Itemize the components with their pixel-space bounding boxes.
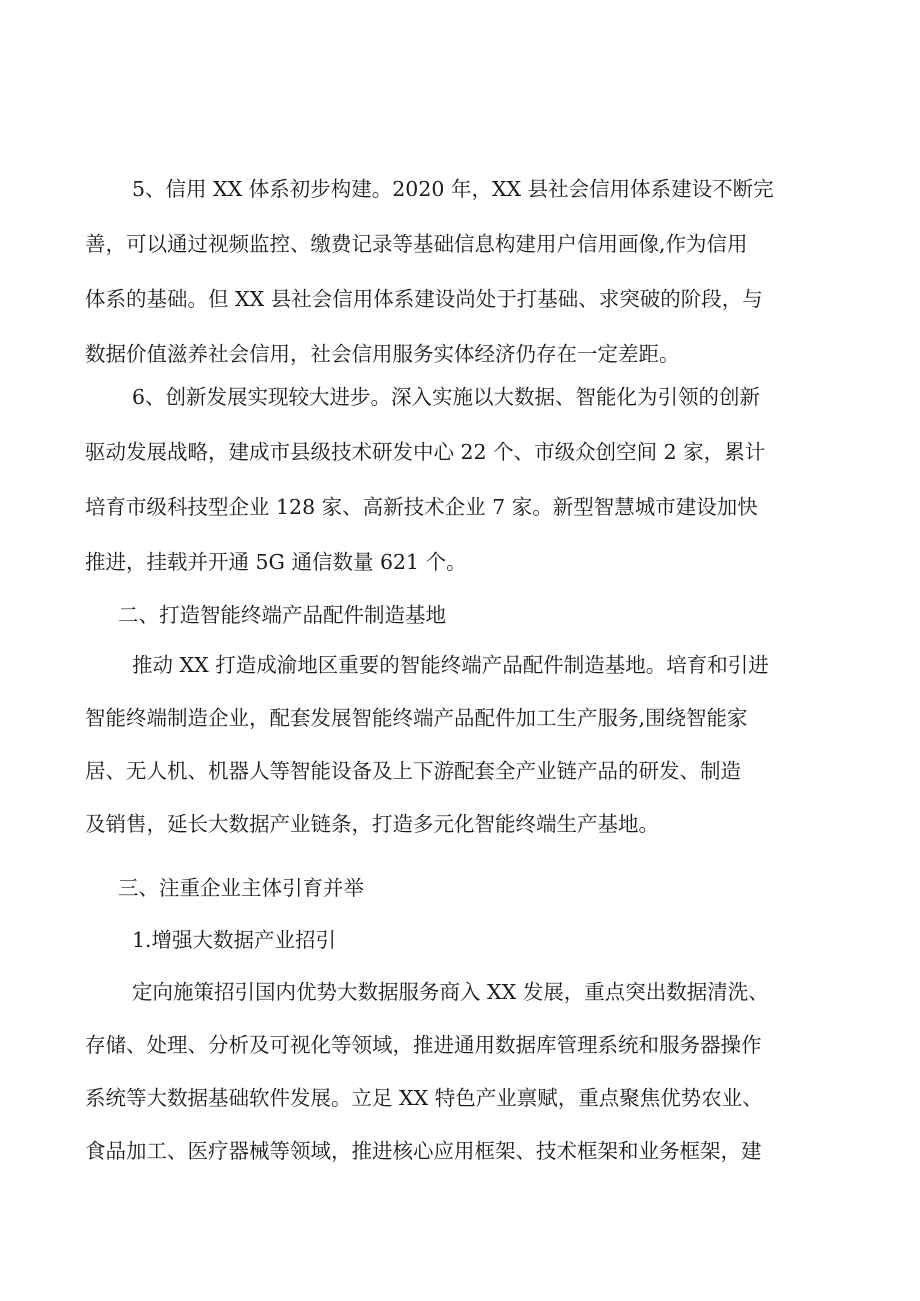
paragraph-6-line-1-text: 6、创新发展实现较大进步。深入实施以大数据、智能化为引领的创新 bbox=[132, 385, 761, 409]
paragraph-3-1-line-2-text: 存储、处理、分析及可视化等领域，推进通用数据库管理系统和服务器操作 bbox=[85, 1033, 762, 1057]
paragraph-5-line-2-text: 善，可以通过视频监控、缴费记录等基础信息构建用户信用画像,作为信用 bbox=[85, 232, 748, 256]
paragraph-5-line-4-text: 数据价值滋养社会信用，社会信用服务实体经济仍存在一定差距。 bbox=[85, 342, 680, 366]
paragraph-5-line-3-text: 体系的基础。但 XX 县社会信用体系建设尚处于打基础、求突破的阶段，与 bbox=[85, 287, 763, 311]
paragraph-6-line-2-text: 驱动发展战略，建成市县级技术研发中心 22 个、市级众创空间 2 家，累计 bbox=[85, 440, 766, 464]
section-heading-2-text: 二、打造智能终端产品配件制造基地 bbox=[118, 603, 446, 627]
paragraph-6-line-4-text: 推进，挂载并开通 5G 通信数量 621 个。 bbox=[85, 550, 467, 574]
paragraph-section-2-line-4-text: 及销售，延长大数据产业链条，打造多元化智能终端生产基地。 bbox=[85, 812, 659, 836]
paragraph-5-line-1-text: 5、信用 XX 体系初步构建。2020 年，XX 县社会信用体系建设不断完 bbox=[132, 177, 774, 201]
paragraph-6-line-3-text: 培育市级科技型企业 128 家、高新技术企业 7 家。新型智慧城市建设加快 bbox=[85, 495, 758, 519]
paragraph-3-1-line-1-text: 定向施策招引国内优势大数据服务商入 XX 发展，重点突出数据清洗、 bbox=[132, 980, 769, 1004]
subheading-3-1-text: 1.增强大数据产业招引 bbox=[132, 928, 337, 952]
paragraph-section-2-line-3-text: 居、无人机、机器人等智能设备及上下游配套全产业链产品的研发、制造 bbox=[85, 759, 741, 783]
paragraph-3-1-line-3-text: 系统等大数据基础软件发展。立足 XX 特色产业禀赋，重点聚焦优势农业、 bbox=[85, 1086, 763, 1110]
paragraph-3-1-line-4-text: 食品加工、医疗器械等领域，推进核心应用框架、技术框架和业务框架，建 bbox=[85, 1139, 762, 1163]
section-heading-3-text: 三、注重企业主体引育并举 bbox=[118, 876, 364, 900]
paragraph-section-2-line-2-text: 智能终端制造企业，配套发展智能终端产品配件加工生产服务,围绕智能家 bbox=[85, 706, 748, 730]
paragraph-section-2-line-1-text: 推动 XX 打造成渝地区重要的智能终端产品配件制造基地。培育和引进 bbox=[132, 653, 769, 677]
